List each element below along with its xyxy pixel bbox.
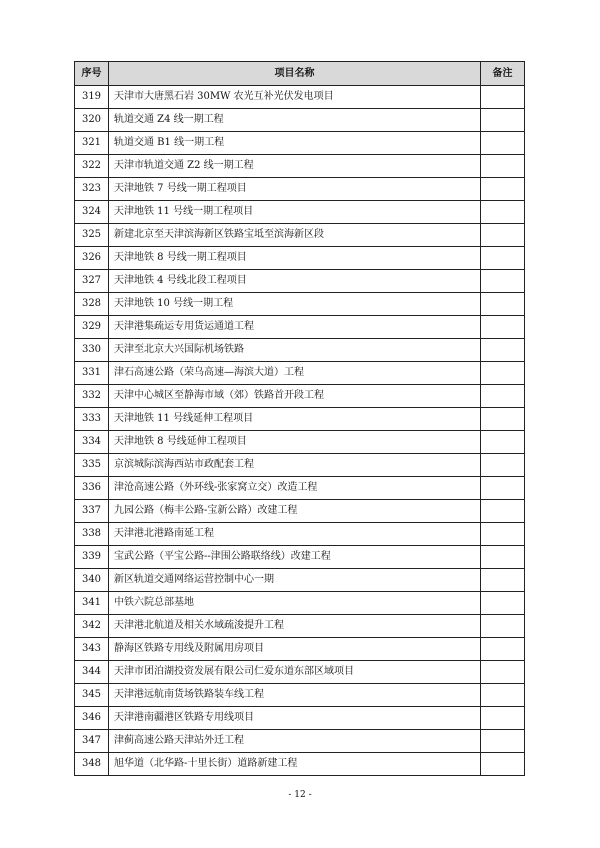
row-project-name: 天津至北京大兴国际机场铁路 — [109, 339, 481, 362]
table-row — [75, 385, 525, 408]
table-row — [75, 109, 525, 132]
row-remarks — [481, 247, 525, 270]
row-serial-number: 319 — [75, 86, 109, 109]
row-serial-number: 329 — [75, 316, 109, 339]
row-remarks — [481, 684, 525, 707]
row-remarks — [481, 431, 525, 454]
row-project-name: 天津地铁 7 号线一期工程项目 — [109, 178, 481, 201]
row-project-name: 天津市大唐黑石岩 30MW 农光互补光伏发电项目 — [109, 86, 481, 109]
table-row — [75, 615, 525, 638]
row-project-name: 京滨城际滨海西站市政配套工程 — [109, 454, 481, 477]
row-remarks — [481, 569, 525, 592]
row-remarks — [481, 546, 525, 569]
row-remarks — [481, 500, 525, 523]
row-remarks — [481, 592, 525, 615]
row-serial-number: 323 — [75, 178, 109, 201]
table-row — [75, 592, 525, 615]
row-project-name: 天津地铁 11 号线延伸工程项目 — [109, 408, 481, 431]
table-row — [75, 477, 525, 500]
table-row — [75, 546, 525, 569]
row-serial-number: 344 — [75, 661, 109, 684]
table-row — [75, 201, 525, 224]
row-serial-number: 327 — [75, 270, 109, 293]
row-project-name: 津沧高速公路（外环线-张家窝立交）改造工程 — [109, 477, 481, 500]
table-row — [75, 431, 525, 454]
row-project-name: 津蓟高速公路天津站外迁工程 — [109, 730, 481, 753]
row-project-name: 天津市团泊湖投资发展有限公司仁爱东道东部区域项目 — [109, 661, 481, 684]
row-project-name: 天津地铁 8 号线一期工程项目 — [109, 247, 481, 270]
row-remarks — [481, 362, 525, 385]
row-serial-number: 331 — [75, 362, 109, 385]
row-serial-number: 334 — [75, 431, 109, 454]
table-row — [75, 661, 525, 684]
row-serial-number: 337 — [75, 500, 109, 523]
row-serial-number: 348 — [75, 753, 109, 776]
row-remarks — [481, 477, 525, 500]
row-serial-number: 342 — [75, 615, 109, 638]
row-project-name: 天津港南疆港区铁路专用线项目 — [109, 707, 481, 730]
page-number: - 12 - — [288, 790, 312, 800]
row-project-name: 天津地铁 11 号线一期工程项目 — [109, 201, 481, 224]
row-serial-number: 347 — [75, 730, 109, 753]
row-project-name: 天津港远航南货场铁路装车线工程 — [109, 684, 481, 707]
row-project-name: 天津中心城区至静海市域（郊）铁路首开段工程 — [109, 385, 481, 408]
row-project-name: 旭华道（北华路-十里长街）道路新建工程 — [109, 753, 481, 776]
row-serial-number: 338 — [75, 523, 109, 546]
table-row — [75, 224, 525, 247]
table-row — [75, 362, 525, 385]
row-project-name: 天津地铁 8 号线延伸工程项目 — [109, 431, 481, 454]
row-project-name: 天津港北航道及相关水域疏浚提升工程 — [109, 615, 481, 638]
row-remarks — [481, 109, 525, 132]
row-remarks — [481, 638, 525, 661]
row-serial-number: 345 — [75, 684, 109, 707]
row-remarks — [481, 753, 525, 776]
row-remarks — [481, 385, 525, 408]
row-remarks — [481, 270, 525, 293]
table-row — [75, 339, 525, 362]
row-remarks — [481, 523, 525, 546]
row-serial-number: 336 — [75, 477, 109, 500]
row-project-name: 天津地铁 10 号线一期工程 — [109, 293, 481, 316]
row-serial-number: 326 — [75, 247, 109, 270]
row-remarks — [481, 615, 525, 638]
row-serial-number: 324 — [75, 201, 109, 224]
project-table — [74, 61, 525, 776]
row-remarks — [481, 86, 525, 109]
row-serial-number: 335 — [75, 454, 109, 477]
row-remarks — [481, 339, 525, 362]
row-project-name: 新区轨道交通网络运营控制中心一期 — [109, 569, 481, 592]
row-project-name: 九园公路（梅丰公路-宝新公路）改建工程 — [109, 500, 481, 523]
table-row — [75, 270, 525, 293]
row-remarks — [481, 454, 525, 477]
table-row — [75, 86, 525, 109]
row-project-name: 天津市轨道交通 Z2 线一期工程 — [109, 155, 481, 178]
row-project-name: 新建北京至天津滨海新区铁路宝坻至滨海新区段 — [109, 224, 481, 247]
table-row — [75, 523, 525, 546]
row-remarks — [481, 132, 525, 155]
table-row — [75, 155, 525, 178]
row-project-name: 天津港北港路南延工程 — [109, 523, 481, 546]
row-remarks — [481, 178, 525, 201]
table-row — [75, 178, 525, 201]
table-row — [75, 730, 525, 753]
table-row — [75, 638, 525, 661]
row-project-name: 天津港集疏运专用货运通道工程 — [109, 316, 481, 339]
row-serial-number: 339 — [75, 546, 109, 569]
row-remarks — [481, 661, 525, 684]
table-row — [75, 408, 525, 431]
row-project-name: 宝武公路（平宝公路--津围公路联络线）改建工程 — [109, 546, 481, 569]
row-remarks — [481, 730, 525, 753]
table-row — [75, 132, 525, 155]
header-serial-number: 序号 — [75, 62, 109, 86]
row-serial-number: 325 — [75, 224, 109, 247]
header-project-name: 项目名称 — [109, 62, 481, 86]
row-serial-number: 321 — [75, 132, 109, 155]
row-remarks — [481, 316, 525, 339]
table-row — [75, 753, 525, 776]
row-project-name: 静海区铁路专用线及附属用房项目 — [109, 638, 481, 661]
row-project-name: 中铁六院总部基地 — [109, 592, 481, 615]
table-header-row — [75, 62, 525, 86]
row-remarks — [481, 201, 525, 224]
table-row — [75, 293, 525, 316]
table-row — [75, 316, 525, 339]
table-row — [75, 247, 525, 270]
row-serial-number: 346 — [75, 707, 109, 730]
row-project-name: 天津地铁 4 号线北段工程项目 — [109, 270, 481, 293]
table-row — [75, 707, 525, 730]
row-serial-number: 322 — [75, 155, 109, 178]
row-serial-number: 320 — [75, 109, 109, 132]
row-remarks — [481, 293, 525, 316]
row-project-name: 轨道交通 Z4 线一期工程 — [109, 109, 481, 132]
row-remarks — [481, 707, 525, 730]
row-serial-number: 333 — [75, 408, 109, 431]
table-row — [75, 684, 525, 707]
table-row — [75, 500, 525, 523]
row-remarks — [481, 224, 525, 247]
table-row — [75, 569, 525, 592]
row-serial-number: 330 — [75, 339, 109, 362]
row-serial-number: 332 — [75, 385, 109, 408]
row-project-name: 轨道交通 B1 线一期工程 — [109, 132, 481, 155]
table-row — [75, 454, 525, 477]
row-project-name: 津石高速公路（荣乌高速—海滨大道）工程 — [109, 362, 481, 385]
row-remarks — [481, 155, 525, 178]
header-remarks: 备注 — [481, 62, 525, 86]
row-serial-number: 340 — [75, 569, 109, 592]
row-serial-number: 341 — [75, 592, 109, 615]
row-serial-number: 328 — [75, 293, 109, 316]
row-remarks — [481, 408, 525, 431]
row-serial-number: 343 — [75, 638, 109, 661]
